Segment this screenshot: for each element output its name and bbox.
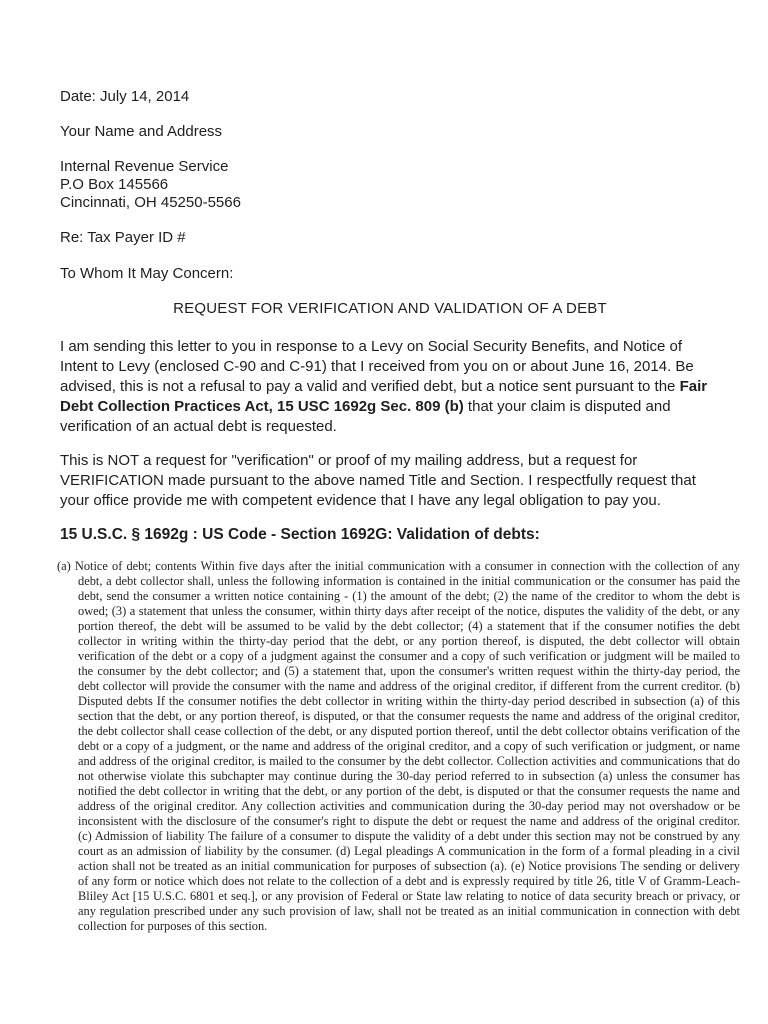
paragraph-1-bold-citation: Fair Debt Collection Practices Act, 15 USC 1692g Sec. 809 (b): [60, 378, 708, 415]
statute-body-text: (a) Notice of debt; contents Within five days after the initial communication with a consumer in connection with the collection of any debt, a debt collector shall, unless the following information is contained in the initial communication or the consumer has paid the debt, send the consumer a written notice containing - (1) the amount of the debt; (2) the name of the creditor to whom the debt is owed; (3) a statement that unless the consumer, within thirty days after receipt of the notice, disputes the validity of the debt, or any portion thereof, the debt will be assumed to be valid by the debt collector; (4) a statement that if the consumer notifies the debt collector in writing within the thirty-day period that the debt, or any portion thereof, is disputed, the debt collector will obtain verification of the debt or a copy of a judgment against the consumer and a copy of such verification or judgment will be mailed to the consumer by the debt collector; and (5) a statement that, upon the consumer's written request within the thirty-day period, the debt collector will provide the consumer with the name and address of the original creditor, if different from the current creditor. (b) Disputed debts If the consumer notifies the debt collector in writing within the thirty-day period described in subsection (a) of this section that the debt, or any portion thereof, is disputed, or that the consumer requests the name and address of the original creditor, the debt collector shall cease collection of the debt, or any disputed portion thereof, until the debt collector obtains verification of the debt or a copy of a judgment, or the name and address of the original creditor, and a copy of such verification or judgment, or name and address of the original creditor, is mailed to the consumer by the debt collector. Collection activities and communications that do not otherwise violate this subchapter may continue during the 30-day period referred to in subsection (a) unless the consumer has notified the debt collector in writing that the debt, or any portion of the debt, is disputed or that the consumer requests the name and address of the original creditor. Any collection activities and communication during the 30-day period may not overshadow or be inconsistent with the disclosure of the consumer's right to dispute the debt or request the name and address of the original creditor. (c) Admission of liability The failure of a consumer to dispute the validity of a debt under this section may not be construed by any court as an admission of liability by the consumer. (d) Legal pleadings A communication in the form of a formal pleading in a civil action shall not be treated as an initial communication for purposes of subsection (a). (e) Notice provisions The sending or delivery of any form or notice which does not relate to the collection of a debt and is expressly required by title 26, title V of Gramm-Leach-Bliley Act [15 U.S.C. 6801 et seq.], or any provision of Federal or State law relating to notice of data security breach or privacy, or any regulation prescribed under any such provision of law, shall not be treated as an initial communication in connection with debt collection for purposes of this section.: [57, 559, 740, 933]
recipient-address-line-2: P.O Box 145566: [60, 176, 169, 193]
subject-title: REQUEST FOR VERIFICATION AND VALIDATION OF A DEBT: [173, 300, 607, 317]
re-line: Re: Tax Payer ID #: [60, 229, 186, 246]
recipient-address-line-3: Cincinnati, OH 45250-5566: [60, 194, 241, 211]
sender-address: Your Name and Address: [60, 123, 223, 140]
recipient-address: [60, 158, 720, 212]
salutation: To Whom It May Concern:: [60, 265, 234, 282]
letter-date: Date: July 14, 2014: [60, 88, 190, 105]
paragraph-2: This is NOT a request for "verification" or proof of my mailing address, but a request for VERIFICATION made pursuant to the above named Title and Section. I respectfully request that your office provide me with competent evidence that I have any legal obligation to pay you.: [60, 452, 696, 509]
paragraph-1: [60, 337, 720, 437]
recipient-address-line-1: Internal Revenue Service: [60, 158, 229, 175]
paragraph-1-text-before-bold: I am sending this letter to you in response to a Levy on Social Security Benefits, and Notice of Intent to Levy (enclosed C-90 and C-91) that I received from you on or about June 16, 2014. Be advised, this is not a refusal to pay a valid and verified debt, but a notice sent pursuant to the: [60, 338, 694, 395]
statute-heading: 15 U.S.C. § 1692g : US Code - Section 1692G: Validation of debts:: [60, 526, 540, 543]
paragraph-1-text-after-bold: that your claim is disputed and verification of an actual debt is requested.: [60, 398, 671, 435]
